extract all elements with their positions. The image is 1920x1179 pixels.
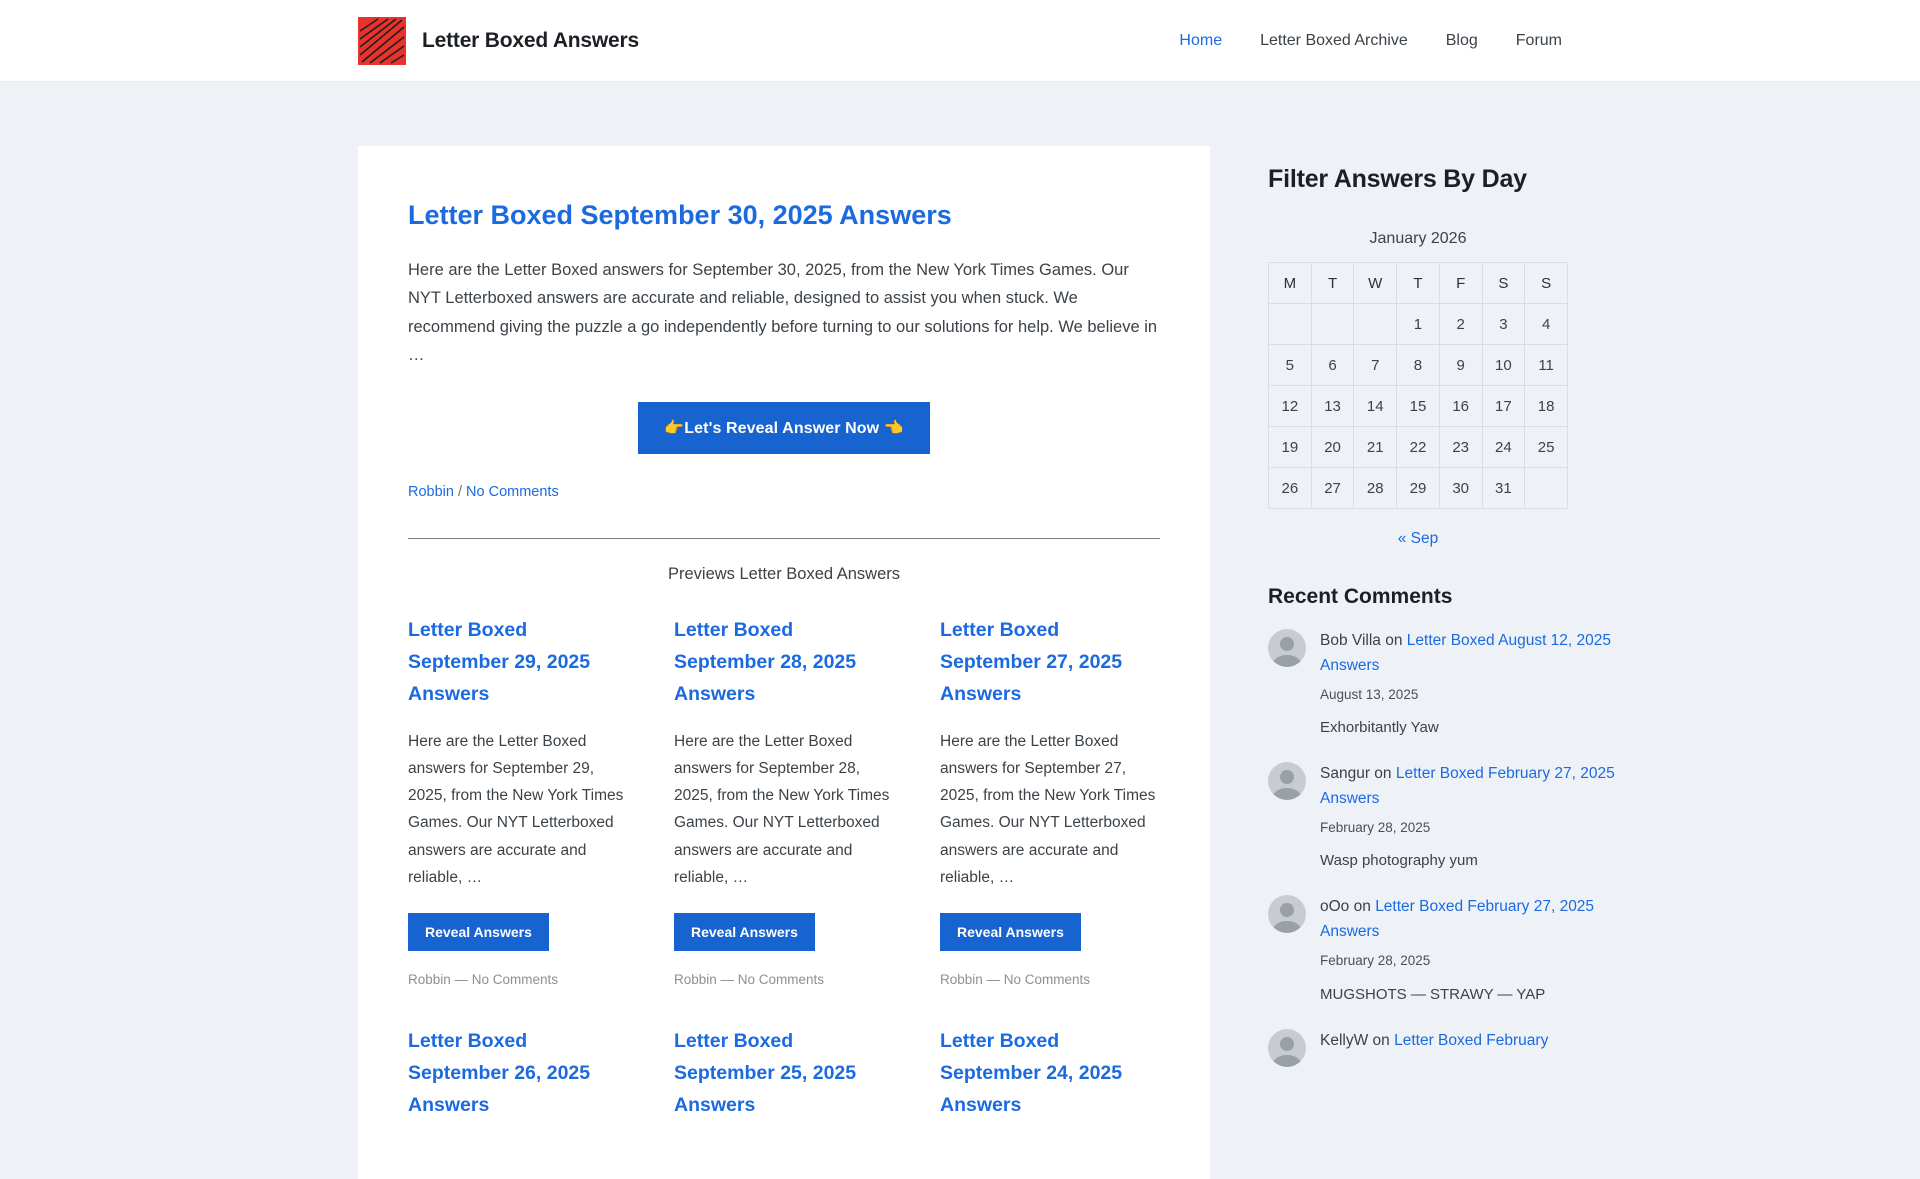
- calendar-week-row: [1269, 304, 1568, 345]
- calendar-weekday: S: [1525, 263, 1568, 304]
- preview-title[interactable]: Letter Boxed September 29, 2025 Answers: [408, 618, 591, 705]
- site-title: Letter Boxed Answers: [422, 28, 639, 52]
- avatar: [1268, 629, 1306, 667]
- calendar-day[interactable]: 14: [1354, 386, 1397, 427]
- comment-on-label: on: [1372, 1031, 1390, 1049]
- calendar-week-row: [1269, 427, 1568, 468]
- preview-title[interactable]: Letter Boxed September 26, 2025 Answers: [408, 1029, 591, 1117]
- calendar-week-row: [1269, 468, 1568, 509]
- preview-card: [408, 614, 628, 987]
- calendar-day[interactable]: 6: [1311, 345, 1354, 386]
- calendar-caption: January 2026: [1369, 230, 1467, 247]
- calendar-day[interactable]: 18: [1525, 386, 1568, 427]
- calendar-day[interactable]: 3: [1482, 304, 1525, 345]
- comment-post-link[interactable]: Letter Boxed February 27, 2025 Answers: [1320, 898, 1595, 941]
- calendar-day[interactable]: 19: [1269, 427, 1312, 468]
- calendar-day[interactable]: 15: [1397, 386, 1440, 427]
- preview-excerpt: Here are the Letter Boxed answers for September 27, 2025, from the New York Times Games. Our NYT Letterboxed answers are accurate and reliable, …: [940, 733, 1156, 886]
- calendar-day[interactable]: [1311, 304, 1354, 345]
- calendar-day[interactable]: [1525, 468, 1568, 509]
- calendar-day[interactable]: 12: [1269, 386, 1312, 427]
- main-content: [358, 146, 1210, 1179]
- comment-post-link[interactable]: Letter Boxed August 12, 2025 Answers: [1320, 632, 1612, 674]
- comment-snippet: MUGSHOTS — STRAWY — YAP: [1320, 985, 1546, 1003]
- calendar-day[interactable]: 11: [1525, 345, 1568, 386]
- calendar-day[interactable]: 26: [1269, 468, 1312, 509]
- nav-item-letter-boxed-archive[interactable]: Letter Boxed Archive: [1260, 31, 1408, 49]
- preview-title[interactable]: Letter Boxed September 28, 2025 Answers: [674, 618, 857, 705]
- calendar-day[interactable]: 2: [1439, 304, 1482, 345]
- calendar-day[interactable]: 17: [1482, 386, 1525, 427]
- comment-date: February 28, 2025: [1320, 819, 1431, 835]
- nav-item-forum[interactable]: Forum: [1515, 31, 1562, 49]
- calendar-day[interactable]: 23: [1439, 427, 1482, 468]
- reveal-answers-button[interactable]: Reveal Answers: [408, 913, 549, 951]
- main-navigation: [1179, 32, 1562, 50]
- preview-meta: Robbin — No Comments: [408, 971, 559, 987]
- avatar: [1268, 1029, 1306, 1067]
- reveal-answers-button[interactable]: Reveal Answers: [674, 913, 815, 951]
- comment-on-label: on: [1374, 765, 1392, 783]
- comment-date: August 13, 2025: [1320, 686, 1419, 702]
- comment-snippet: Wasp photography yum: [1320, 852, 1478, 870]
- page-body: [0, 82, 1920, 1179]
- recent-comment-item: [1268, 762, 1628, 873]
- preview-card: [674, 1025, 894, 1140]
- comment-snippet: Exhorbitantly Yaw: [1320, 719, 1439, 737]
- calendar-day[interactable]: 28: [1354, 468, 1397, 509]
- calendar-day[interactable]: 16: [1439, 386, 1482, 427]
- meta-separator: /: [457, 483, 463, 500]
- calendar-weekday-row: [1269, 263, 1568, 304]
- recent-comment-item: [1268, 895, 1628, 1006]
- featured-post-excerpt: Here are the Letter Boxed answers for September 30, 2025, from the New York Times Games. Our NYT Letterboxed answers are accurate and reliable, designed to assist you when stuck. We recommend giving the puzzle a go independently before turning to our solutions for help. We believe in …: [408, 261, 1158, 365]
- calendar-prev-month-link[interactable]: « Sep: [1397, 530, 1439, 547]
- preview-title[interactable]: Letter Boxed September 27, 2025 Answers: [940, 618, 1123, 705]
- calendar-widget: [1268, 230, 1568, 509]
- post-comments-link[interactable]: No Comments: [466, 483, 559, 500]
- comment-author: oOo: [1320, 898, 1350, 916]
- calendar-day[interactable]: 5: [1269, 345, 1312, 386]
- comment-body: [1320, 895, 1628, 1006]
- reveal-answer-button[interactable]: 👉Let's Reveal Answer Now 👈: [638, 402, 930, 454]
- preview-meta: Robbin — No Comments: [674, 971, 825, 987]
- nav-item-blog[interactable]: Blog: [1445, 31, 1478, 49]
- calendar-day[interactable]: 8: [1397, 345, 1440, 386]
- previews-grid: [408, 614, 1160, 1140]
- comment-author: Bob Villa: [1320, 632, 1381, 649]
- reveal-answers-button[interactable]: Reveal Answers: [940, 913, 1081, 951]
- comment-on-label: on: [1353, 898, 1371, 916]
- calendar-day[interactable]: 21: [1354, 427, 1397, 468]
- comment-on-label: on: [1385, 632, 1403, 649]
- calendar-weekday: F: [1439, 263, 1482, 304]
- nav-item-home[interactable]: Home: [1179, 31, 1223, 49]
- calendar-day[interactable]: 7: [1354, 345, 1397, 386]
- preview-card: [674, 614, 894, 987]
- comment-post-link[interactable]: Letter Boxed February: [1394, 1031, 1549, 1049]
- calendar-day[interactable]: 27: [1311, 468, 1354, 509]
- calendar-day[interactable]: 31: [1482, 468, 1525, 509]
- previews-heading: Previews Letter Boxed Answers: [667, 564, 901, 583]
- comment-date: February 28, 2025: [1320, 952, 1431, 968]
- post-author-link[interactable]: Robbin: [408, 483, 454, 500]
- sidebar: [1268, 146, 1628, 1089]
- comment-body: [1320, 629, 1628, 740]
- calendar-day[interactable]: 25: [1525, 427, 1568, 468]
- comment-body: [1320, 762, 1628, 873]
- filter-answers-title: Filter Answers By Day: [1268, 165, 1527, 193]
- site-logo-icon: [358, 17, 406, 65]
- recent-comments-title: Recent Comments: [1268, 585, 1453, 608]
- preview-excerpt: Here are the Letter Boxed answers for September 28, 2025, from the New York Times Games. Our NYT Letterboxed answers are accurate and reliable, …: [674, 733, 890, 886]
- comment-body: [1320, 1029, 1548, 1067]
- comment-author: KellyW: [1320, 1031, 1369, 1049]
- calendar-day[interactable]: 20: [1311, 427, 1354, 468]
- preview-card: [940, 614, 1160, 987]
- calendar-day[interactable]: [1354, 304, 1397, 345]
- preview-meta: Robbin — No Comments: [940, 971, 1091, 987]
- featured-post-meta: [408, 484, 1160, 500]
- content-divider: [408, 538, 1160, 539]
- calendar-day[interactable]: [1269, 304, 1312, 345]
- preview-title[interactable]: Letter Boxed September 25, 2025 Answers: [674, 1029, 857, 1117]
- calendar-day[interactable]: 13: [1311, 386, 1354, 427]
- comment-author: Sangur: [1320, 765, 1370, 783]
- preview-card: [408, 1025, 628, 1140]
- reveal-answer-wrapper: [408, 402, 1160, 454]
- calendar-day[interactable]: 9: [1439, 345, 1482, 386]
- site-header: [0, 0, 1920, 82]
- preview-excerpt: Here are the Letter Boxed answers for September 29, 2025, from the New York Times Games. Our NYT Letterboxed answers are accurate and reliable, …: [408, 733, 624, 886]
- calendar-day[interactable]: 22: [1397, 427, 1440, 468]
- avatar: [1268, 895, 1306, 933]
- avatar: [1268, 762, 1306, 800]
- calendar-day[interactable]: 1: [1397, 304, 1440, 345]
- calendar-day[interactable]: 4: [1525, 304, 1568, 345]
- calendar-weekday: M: [1269, 263, 1312, 304]
- calendar-weekday: T: [1397, 263, 1440, 304]
- comment-post-link[interactable]: Letter Boxed February 27, 2025 Answers: [1320, 765, 1615, 807]
- calendar-day[interactable]: 10: [1482, 345, 1525, 386]
- preview-title[interactable]: Letter Boxed September 24, 2025 Answers: [940, 1029, 1123, 1117]
- brand-logo-link[interactable]: [358, 17, 639, 65]
- calendar-day[interactable]: 29: [1397, 468, 1440, 509]
- calendar-weekday: T: [1311, 263, 1354, 304]
- calendar-weekday: W: [1354, 263, 1397, 304]
- calendar-week-row: [1269, 386, 1568, 427]
- recent-comment-item: [1268, 1029, 1628, 1067]
- calendar-weekday: S: [1482, 263, 1525, 304]
- calendar-day[interactable]: 24: [1482, 427, 1525, 468]
- calendar-week-row: [1269, 345, 1568, 386]
- calendar-day[interactable]: 30: [1439, 468, 1482, 509]
- recent-comment-item: [1268, 629, 1628, 740]
- featured-post-title[interactable]: Letter Boxed September 30, 2025 Answers: [408, 200, 952, 230]
- calendar-navigation: [1268, 530, 1568, 548]
- preview-card: [940, 1025, 1160, 1140]
